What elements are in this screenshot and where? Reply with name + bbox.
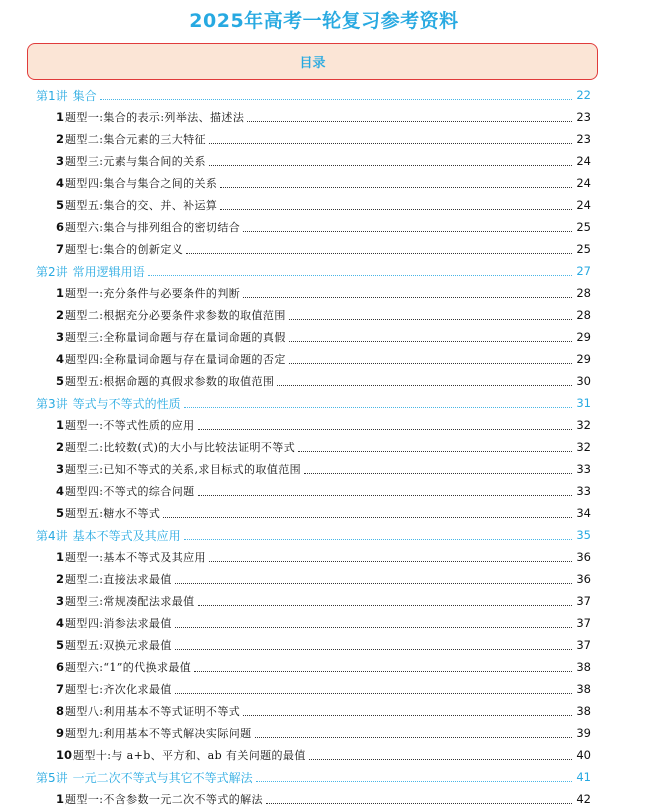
toc-entry-label (56, 571, 172, 587)
toc-topic-entry[interactable] (56, 282, 591, 304)
toc-chapter-entry[interactable] (36, 260, 591, 282)
page-number: 36 (576, 572, 591, 586)
toc-topic-entry[interactable] (56, 568, 591, 590)
dot-leader (289, 352, 572, 364)
topic-title: 题型四:全称量词命题与存在量词命题的否定 (65, 353, 286, 366)
dot-leader (209, 550, 572, 562)
topic-title: 题型三:全称量词命题与存在量词命题的真假 (65, 331, 286, 344)
topic-number: 7 (56, 242, 65, 256)
dot-leader (175, 572, 572, 584)
dot-leader (198, 594, 572, 606)
toc-entry-label (56, 175, 217, 191)
chapter-number: 第5讲 (36, 770, 68, 785)
topic-title: 题型二:集合元素的三大特征 (65, 133, 206, 146)
page-number: 38 (576, 704, 591, 718)
toc-topic-entry[interactable] (56, 480, 591, 502)
page-number: 32 (576, 418, 591, 432)
toc-chapter-entry[interactable] (36, 392, 591, 414)
toc-entry-label (56, 131, 206, 147)
topic-number: 7 (56, 682, 65, 696)
page-number: 28 (576, 286, 591, 300)
topic-number: 2 (56, 308, 65, 322)
topic-number: 5 (56, 506, 65, 520)
dot-leader (198, 418, 572, 430)
toc-entry-label (56, 461, 301, 477)
toc-topic-entry[interactable] (56, 194, 591, 216)
page-number: 40 (576, 748, 591, 762)
toc-entry-label (56, 241, 183, 257)
toc-topic-entry[interactable] (56, 744, 591, 766)
toc-entry-label (56, 307, 286, 323)
page-number: 25 (576, 242, 591, 256)
topic-title: 题型一:不等式性质的应用 (65, 419, 195, 432)
chapter-number: 第4讲 (36, 528, 68, 543)
document-title: 2025年高考一轮复习参考资料 (189, 10, 459, 32)
dot-leader (194, 660, 572, 672)
dot-leader (175, 682, 572, 694)
topic-number: 3 (56, 154, 65, 168)
topic-title: 题型三:常规凑配法求最值 (65, 595, 195, 608)
topic-title: 题型二:直接法求最值 (65, 573, 172, 586)
toc-entry-label (56, 747, 306, 763)
dot-leader (243, 220, 572, 232)
dot-leader (220, 198, 572, 210)
topic-number: 1 (56, 286, 65, 300)
page-number: 24 (576, 176, 591, 190)
toc-topic-entry[interactable] (56, 216, 591, 238)
toc-entry-label (36, 527, 181, 544)
page-number: 37 (576, 594, 591, 608)
toc-entry-label (36, 263, 145, 280)
topic-number: 4 (56, 352, 65, 366)
topic-title: 题型五:根据命题的真假求参数的取值范围 (65, 375, 275, 388)
page-number: 28 (576, 308, 591, 322)
topic-title: 题型一:不含参数一元二次不等式的解法 (65, 793, 263, 806)
dot-leader (184, 528, 572, 540)
dot-leader (256, 770, 572, 782)
toc-entry-label (56, 791, 263, 807)
toc-topic-entry[interactable] (56, 370, 591, 392)
dot-leader (209, 132, 572, 144)
toc-entry-label (56, 615, 172, 631)
toc-entry-label (36, 395, 181, 412)
topic-number: 2 (56, 132, 65, 146)
topic-number: 9 (56, 726, 65, 740)
page-number: 27 (576, 264, 591, 278)
topic-title: 题型九:利用基本不等式解决实际问题 (65, 727, 252, 740)
topic-title: 题型三:元素与集合间的关系 (65, 155, 206, 168)
toc-entry-label (56, 439, 295, 455)
dot-leader (243, 286, 572, 298)
chapter-name: 一元二次不等式与其它不等式解法 (72, 770, 253, 785)
topic-number: 1 (56, 110, 65, 124)
toc-entry-label (56, 505, 160, 521)
dot-leader (198, 484, 572, 496)
page-number: 42 (576, 792, 591, 806)
page-number: 22 (576, 88, 591, 102)
page-number: 37 (576, 616, 591, 630)
toc-heading: 目录 (299, 56, 326, 71)
topic-number: 4 (56, 176, 65, 190)
dot-leader (175, 638, 572, 650)
topic-number: 4 (56, 484, 65, 498)
topic-number: 3 (56, 594, 65, 608)
toc-topic-entry[interactable] (56, 172, 591, 194)
dot-leader (266, 792, 572, 804)
toc-topic-entry[interactable] (56, 502, 591, 524)
toc-topic-entry[interactable] (56, 546, 591, 568)
topic-number: 8 (56, 704, 65, 718)
page-number: 33 (576, 484, 591, 498)
page-number: 24 (576, 154, 591, 168)
topic-title: 题型五:糖水不等式 (65, 507, 161, 520)
page-number: 30 (576, 374, 591, 388)
chapter-number: 第3讲 (36, 396, 68, 411)
topic-title: 题型三:已知不等式的关系,求目标式的取值范围 (65, 463, 302, 476)
page-number: 34 (576, 506, 591, 520)
toc-chapter-entry[interactable] (36, 766, 591, 788)
page-number: 29 (576, 352, 591, 366)
chapter-name: 集合 (72, 88, 97, 103)
topic-number: 2 (56, 440, 65, 454)
dot-leader (289, 308, 572, 320)
page-number: 38 (576, 660, 591, 674)
toc-entry-label (56, 153, 206, 169)
dot-leader (220, 176, 572, 188)
topic-title: 题型四:消参法求最值 (65, 617, 172, 630)
toc-topic-entry[interactable] (56, 106, 591, 128)
toc-entry-label (56, 637, 172, 653)
dot-leader (243, 704, 572, 716)
toc-entry-label (56, 483, 195, 499)
page-number: 39 (576, 726, 591, 740)
topic-title: 题型六:集合与排列组合的密切结合 (65, 221, 241, 234)
topic-number: 1 (56, 550, 65, 564)
toc-topic-entry[interactable] (56, 656, 591, 678)
dot-leader (163, 506, 572, 518)
toc-topic-entry[interactable] (56, 326, 591, 348)
toc-chapter-entry[interactable] (36, 524, 591, 546)
dot-leader (186, 242, 572, 254)
dot-leader (247, 110, 572, 122)
topic-title: 题型四:集合与集合之间的关系 (65, 177, 218, 190)
topic-number: 5 (56, 374, 65, 388)
toc-topic-entry[interactable] (56, 414, 591, 436)
topic-title: 题型二:比较数(式)的大小与比较法证明不等式 (65, 441, 296, 454)
toc-topic-entry[interactable] (56, 304, 591, 326)
page-number: 37 (576, 638, 591, 652)
topic-title: 题型一:集合的表示:列举法、描述法 (65, 111, 245, 124)
page-number: 29 (576, 330, 591, 344)
dot-leader (184, 396, 572, 408)
page-number: 41 (576, 770, 591, 784)
toc-entry-label (56, 329, 286, 345)
toc-entry-label (56, 725, 252, 741)
topic-title: 题型六:“1”的代换求最值 (65, 661, 192, 674)
toc-entry-label (56, 593, 195, 609)
toc-topic-entry[interactable] (56, 436, 591, 458)
toc-entry-label (56, 109, 244, 125)
toc-topic-entry[interactable] (56, 458, 591, 480)
dot-leader (289, 330, 572, 342)
page-number: 35 (576, 528, 591, 542)
topic-title: 题型一:充分条件与必要条件的判断 (65, 287, 241, 300)
toc-topic-entry[interactable] (56, 612, 591, 634)
page-number: 25 (576, 220, 591, 234)
toc-topic-entry[interactable] (56, 634, 591, 656)
topic-title: 题型一:基本不等式及其应用 (65, 551, 206, 564)
topic-title: 题型七:齐次化求最值 (65, 683, 172, 696)
toc-topic-entry[interactable] (56, 348, 591, 370)
topic-title: 题型二:根据充分必要条件求参数的取值范围 (65, 309, 286, 322)
toc-topic-entry[interactable] (56, 788, 591, 807)
topic-number: 5 (56, 198, 65, 212)
dot-leader (175, 616, 572, 628)
dot-leader (209, 154, 572, 166)
toc-entry-label (56, 219, 240, 235)
toc-entry-label (56, 659, 191, 675)
dot-leader (298, 440, 572, 452)
topic-number: 3 (56, 462, 65, 476)
chapter-name: 等式与不等式的性质 (72, 396, 181, 411)
topic-number: 4 (56, 616, 65, 630)
dot-leader (309, 748, 572, 760)
topic-number: 1 (56, 418, 65, 432)
chapter-name: 基本不等式及其应用 (72, 528, 181, 543)
toc-topic-entry[interactable] (56, 722, 591, 744)
toc-entry-label (56, 703, 240, 719)
topic-title: 题型七:集合的创新定义 (65, 243, 184, 256)
toc-chapter-entry[interactable] (36, 84, 591, 106)
topic-number: 6 (56, 660, 65, 674)
page-number: 33 (576, 462, 591, 476)
toc-topic-entry[interactable] (56, 238, 591, 260)
topic-title: 题型五:集合的交、并、补运算 (65, 199, 218, 212)
topic-title: 题型五:双换元求最值 (65, 639, 172, 652)
toc-entry-label (56, 285, 240, 301)
toc-entry-label (56, 417, 195, 433)
topic-number: 6 (56, 220, 65, 234)
topic-number: 1 (56, 792, 65, 806)
toc-entry-label (36, 769, 253, 786)
dot-leader (304, 462, 572, 474)
chapter-number: 第2讲 (36, 264, 68, 279)
page-number: 31 (576, 396, 591, 410)
toc-topic-entry[interactable] (56, 590, 591, 612)
chapter-number: 第1讲 (36, 88, 68, 103)
chapter-name: 常用逻辑用语 (72, 264, 145, 279)
topic-title: 题型四:不等式的综合问题 (65, 485, 195, 498)
topic-number: 3 (56, 330, 65, 344)
toc-topic-entry[interactable] (56, 128, 591, 150)
page-number: 23 (576, 132, 591, 146)
toc-entry-label (56, 549, 206, 565)
dot-leader (277, 374, 572, 386)
page-number: 23 (576, 110, 591, 124)
dot-leader (100, 88, 572, 100)
toc-entry-label (56, 681, 172, 697)
page-number: 32 (576, 440, 591, 454)
toc-entry-label (56, 351, 286, 367)
dot-leader (255, 726, 572, 738)
dot-leader (148, 264, 572, 276)
toc-entry-label (56, 197, 217, 213)
toc-topic-entry[interactable] (56, 700, 591, 722)
topic-title: 题型八:利用基本不等式证明不等式 (65, 705, 241, 718)
toc-topic-entry[interactable] (56, 150, 591, 172)
toc-heading-banner (27, 43, 598, 80)
topic-title: 题型十:与 a+b、平方和、ab 有关问题的最值 (73, 749, 306, 762)
toc-entry-label (56, 373, 274, 389)
topic-number: 2 (56, 572, 65, 586)
topic-number: 5 (56, 638, 65, 652)
toc-topic-entry[interactable] (56, 678, 591, 700)
page-number: 24 (576, 198, 591, 212)
page-number: 36 (576, 550, 591, 564)
topic-number: 10 (56, 748, 73, 762)
toc-entry-label (36, 87, 97, 104)
page-number: 38 (576, 682, 591, 696)
